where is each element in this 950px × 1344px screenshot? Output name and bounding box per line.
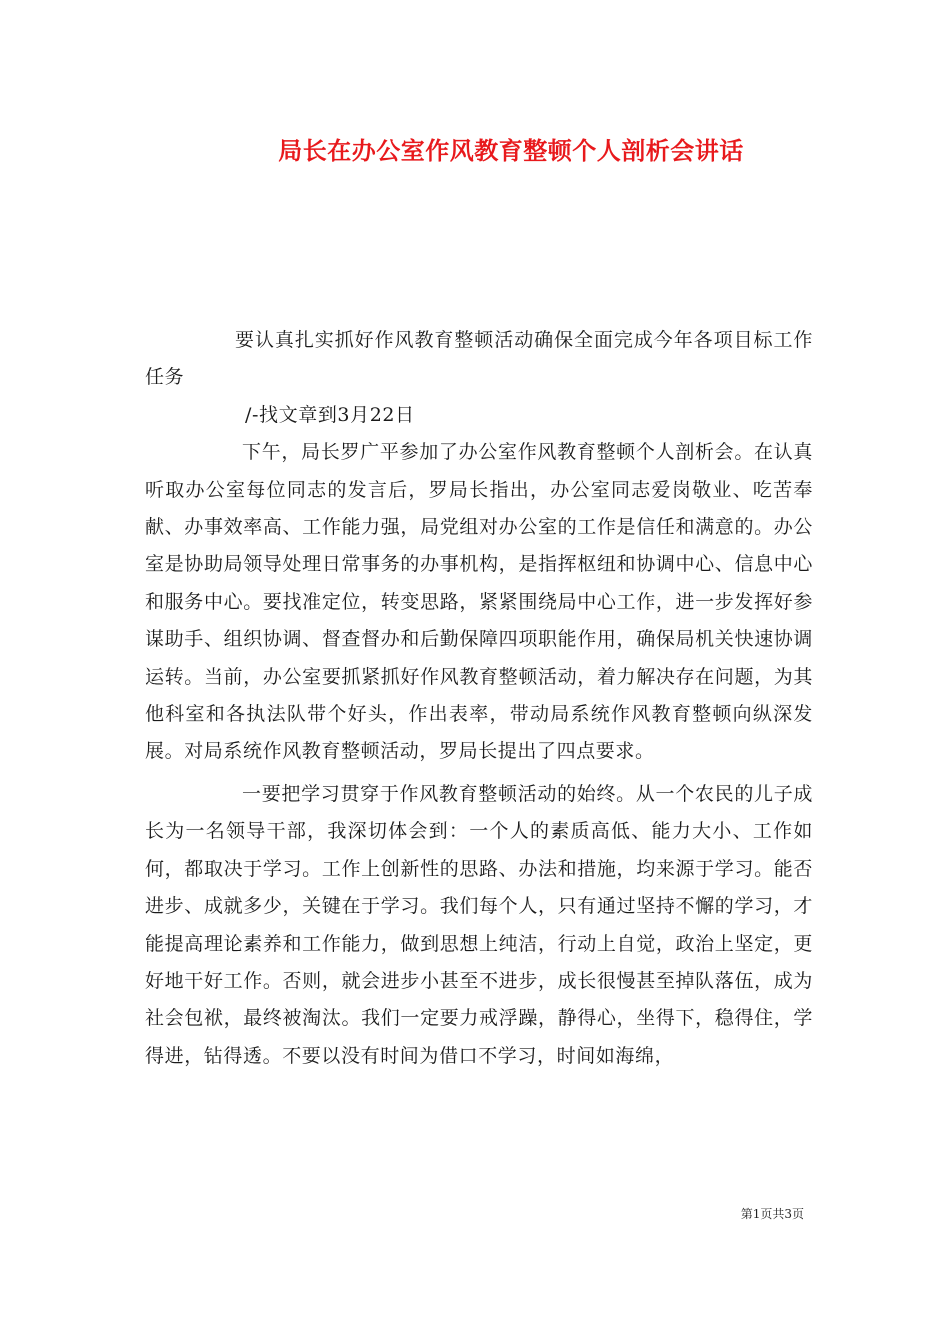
document-body <box>145 322 813 1075</box>
source-line: /-找文章到3月22日 <box>245 403 415 426</box>
body-paragraph: 一要把学习贯穿于作风教育整顿活动的始终。从一个农民的儿子成长为一名领导干部，我深切体会到：一个人的素质高低、能力大小、工作如何，都取决于学习。工作上创新性的思路、办法和措施，均来源于学习。能否进步、成就多少，关键在于学习。我们每个人，只有通过坚持不懈的学习，才能提高理论素养和工作能力，做到思想上纯洁，行动上自觉，政治上坚定，更好地干好工作。否则，就会进步小甚至不进步，成长很慢甚至掉队落伍，成为社会包袱，最终被淘汰。我们一定要力戒浮躁，静得心，坐得下，稳得住，学得进，钻得透。不要以没有时间为借口不学习，时间如海绵， <box>145 782 813 1067</box>
document-title: 局长在办公室作风教育整顿个人剖析会讲话 <box>278 136 744 165</box>
document-subheading: 要认真扎实抓好作风教育整顿活动确保全面完成今年各项目标工作任务 <box>145 329 813 389</box>
page-indicator: 第1页共3页 <box>740 1207 804 1221</box>
body-paragraph: 下午，局长罗广平参加了办公室作风教育整顿个人剖析会。在认真听取办公室每位同志的发言后，罗局长指出，办公室同志爱岗敬业、吃苦奉献、办事效率高、工作能力强，局党组对办公室的工作是信任和满意的。办公室是协助局领导处理日常事务的办事机构，是指挥枢纽和协调中心、信息中心和服务中心。要找准定位，转变思路，紧紧围绕局中心工作，进一步发挥好参谋助手、组织协调、督查督办和后勤保障四项职能作用，确保局机关快速协调运转。当前，办公室要抓紧抓好作风教育整顿活动，着力解决存在问题，为其他科室和各执法队带个好头，作出表率，带动局系统作风教育整顿向纵深发展。对局系统作风教育整顿活动，罗局长提出了四点要求。 <box>145 441 813 763</box>
